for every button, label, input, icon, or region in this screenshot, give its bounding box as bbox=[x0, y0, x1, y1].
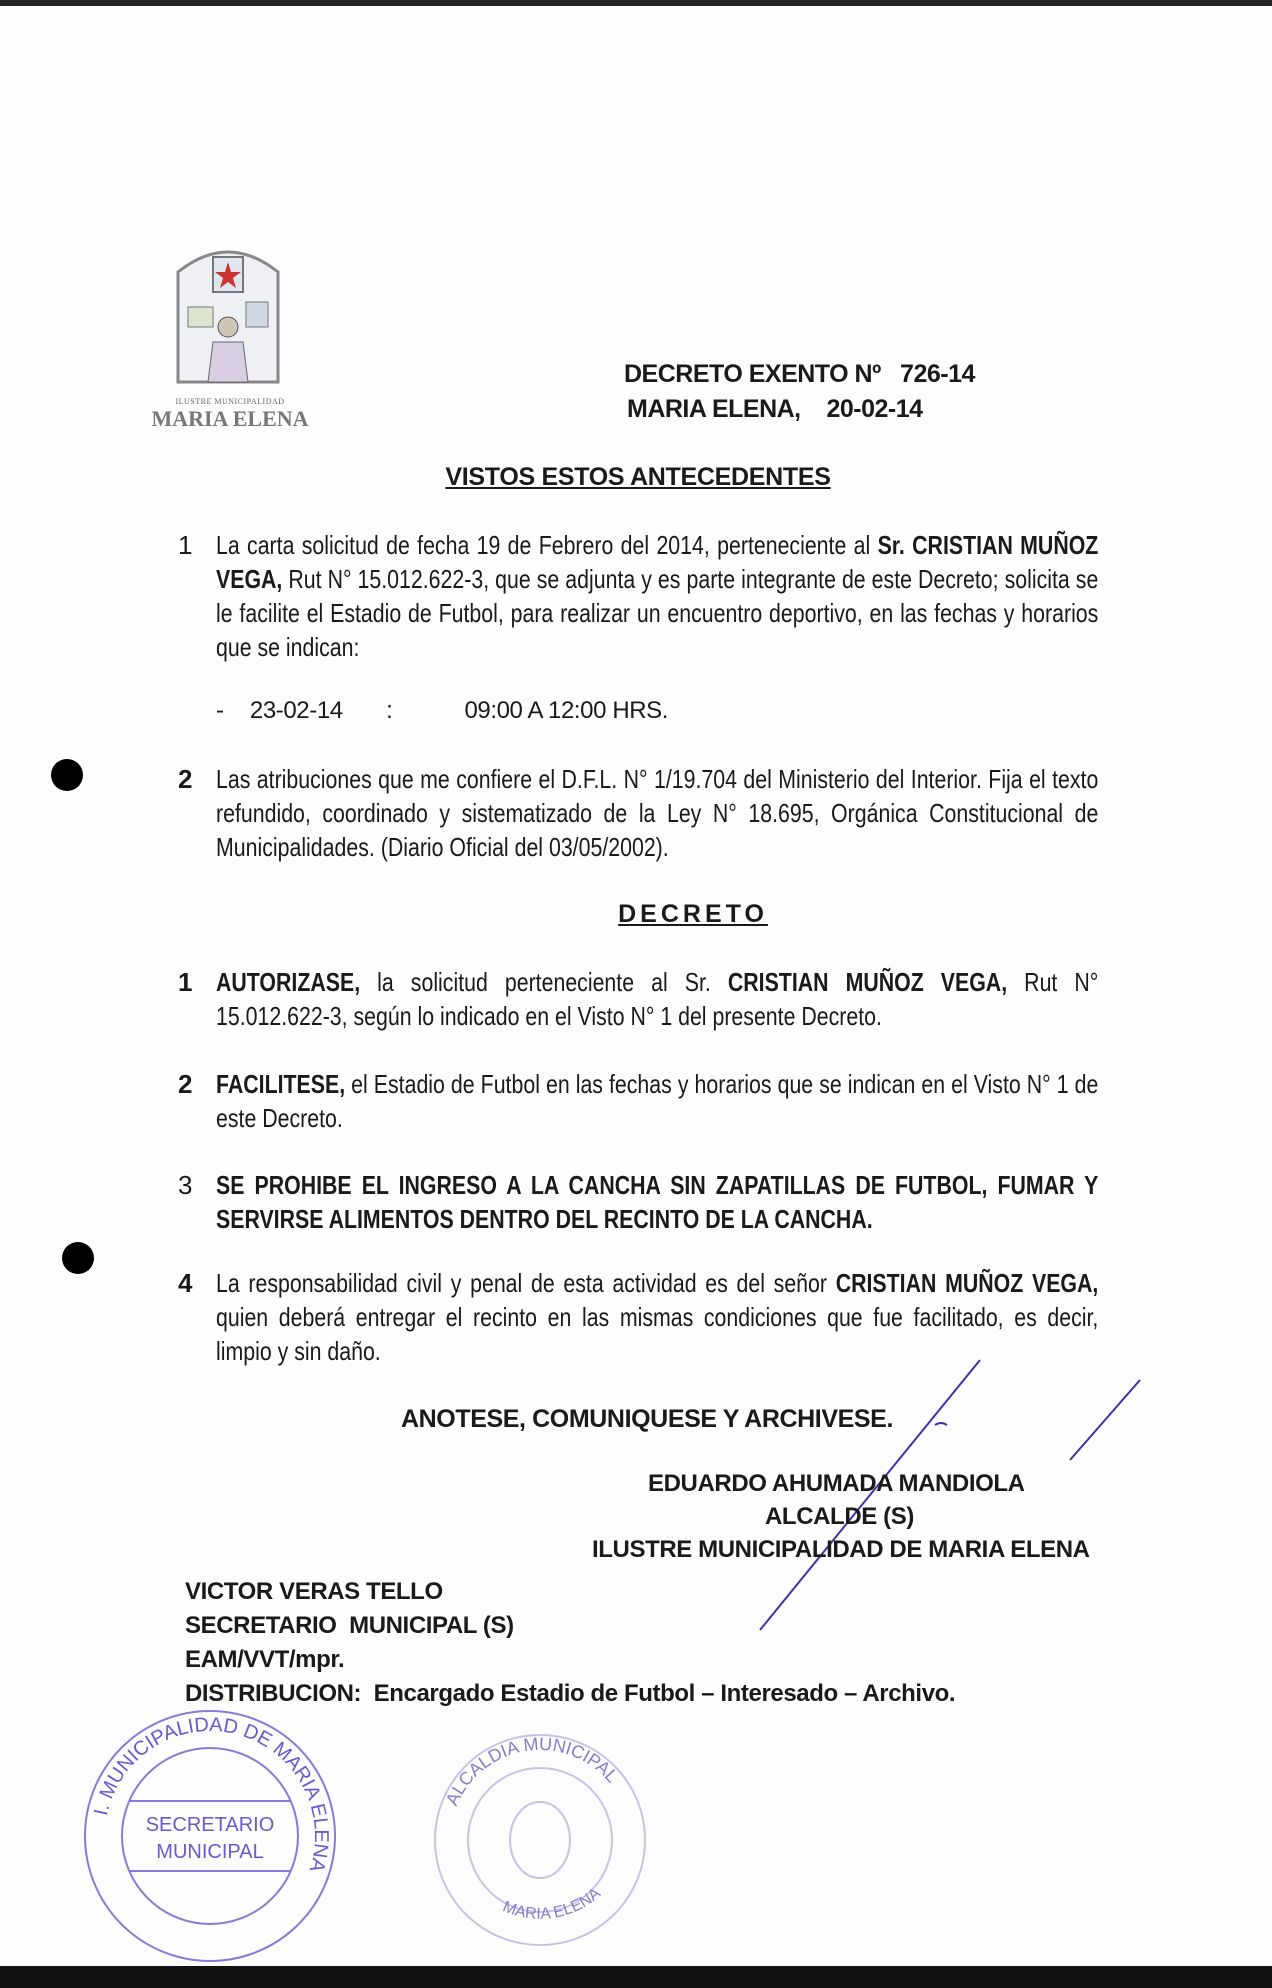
item-number: 2 bbox=[178, 764, 193, 794]
decreto-item-3 bbox=[178, 1168, 1098, 1236]
punch-hole bbox=[62, 1242, 94, 1274]
visto-item-2 bbox=[178, 762, 1098, 864]
vistos-title: VISTOS ESTOS ANTECEDENTES bbox=[445, 463, 831, 491]
text: La responsabilidad civil y penal de esta actividad es del señor bbox=[216, 1268, 836, 1298]
visto-item-1 bbox=[178, 528, 1098, 664]
bold-text: AUTORIZASE, bbox=[216, 967, 361, 997]
svg-text:MARIA ELENA bbox=[500, 1885, 604, 1923]
alcaldia-stamp bbox=[430, 1730, 650, 1950]
stamp-line: MUNICIPAL bbox=[156, 1841, 264, 1863]
decreto-title: DECRETO bbox=[618, 900, 768, 928]
stamp-line: SECRETARIO bbox=[145, 1814, 275, 1836]
place: MARIA ELENA, bbox=[627, 395, 801, 423]
decree-value: 726-14 bbox=[900, 360, 975, 388]
punch-hole bbox=[51, 759, 83, 791]
svg-text:ALCALDIA MUNICIPAL bbox=[442, 1734, 623, 1809]
signature-strokes bbox=[740, 1350, 1150, 1650]
bold-text: Sr. CRISTIAN MUÑOZ VEGA, bbox=[216, 530, 1099, 594]
text: la solicitud perteneciente al Sr. bbox=[360, 967, 728, 997]
date: 20-02-14 bbox=[826, 395, 923, 423]
bold-text: CRISTIAN MUÑOZ VEGA, bbox=[727, 967, 1008, 997]
closing-formula: ANOTESE, COMUNIQUESE Y ARCHIVESE. bbox=[401, 1405, 893, 1433]
scan-edge-bottom bbox=[0, 1966, 1272, 1988]
decree-place-date bbox=[627, 395, 923, 424]
item-number: 1 bbox=[178, 530, 193, 560]
separator: : bbox=[386, 697, 393, 724]
coat-of-arms-icon bbox=[168, 232, 288, 392]
decree-number bbox=[624, 360, 975, 389]
stamp-ring-text: I. MUNICIPALIDAD DE MARIA ELENA bbox=[90, 1713, 333, 1875]
schedule-row bbox=[216, 697, 668, 725]
alcalde-name: EDUARDO AHUMADA MANDIOLA bbox=[648, 1470, 1025, 1497]
text: Rut N° 15.012.622-3, que se adjunta y es parte integrante de este Decreto; solicita se le facilite el Estadio de Futbol, para realizar un encuentro deportivo, en las fechas y horarios que se indican: bbox=[216, 564, 1099, 662]
decreto-item-2 bbox=[178, 1067, 1098, 1135]
distribution bbox=[185, 1680, 955, 1708]
alcalde-title: ALCALDE (S) bbox=[765, 1503, 914, 1530]
logo-name: MARIA ELENA bbox=[151, 406, 309, 431]
text: Las atribuciones que me confiere el D.F.L. N° 1/19.704 del Ministerio del Interior. Fija el texto refundido, coordinado y sistematizado de la Ley N° 18.695, Orgánica Constitucional de Municipalidades. (Diario Oficial del 03/05/2002). bbox=[216, 764, 1099, 862]
text: Rut N° 15.012.622-3, según lo indicado en el Visto N° 1 del presente Decreto. bbox=[216, 967, 1099, 1031]
secretario-name: VICTOR VERAS TELLO bbox=[185, 1578, 443, 1605]
text: quien deberá entregar el recinto en las mismas condiciones que fue facilitado, es decir, limpio y sin daño. bbox=[216, 1302, 1099, 1366]
text: La carta solicitud de fecha 19 de Febrero del 2014, perteneciente al bbox=[216, 530, 878, 560]
schedule-date: 23-02-14 bbox=[249, 697, 343, 724]
alcalde-org: ILUSTRE MUNICIPALIDAD DE MARIA ELENA bbox=[592, 1536, 1090, 1563]
decreto-item-1 bbox=[178, 965, 1098, 1033]
stamp-ring-text: ALCALDIA MUNICIPAL bbox=[441, 1733, 623, 1809]
initials: EAM/VVT/mpr. bbox=[185, 1646, 345, 1673]
shield-icon bbox=[510, 1802, 570, 1878]
item-number: 3 bbox=[178, 1170, 193, 1200]
municipal-logo bbox=[150, 232, 310, 432]
bold-text: CRISTIAN MUÑOZ VEGA, bbox=[835, 1268, 1099, 1298]
logo-subtitle: ILUSTRE MUNICIPALIDAD bbox=[175, 397, 285, 406]
bold-text: SE PROHIBE EL INGRESO A LA CANCHA SIN ZAPATILLAS DE FUTBOL, FUMAR Y SERVIRSE ALIMENTOS DENTRO DEL RECINTO DE LA CANCHA. bbox=[216, 1170, 1099, 1234]
stamp-bottom-text: MARIA ELENA bbox=[500, 1884, 604, 1923]
distribution-value: Encargado Estadio de Futbol – Interesado – Archivo. bbox=[373, 1680, 956, 1707]
distribution-label: DISTRIBUCION: bbox=[185, 1680, 362, 1707]
dash: - bbox=[216, 697, 224, 724]
scan-edge-top bbox=[0, 0, 1272, 6]
item-number: 4 bbox=[178, 1268, 193, 1298]
item-number: 1 bbox=[178, 967, 193, 997]
text: el Estadio de Futbol en las fechas y horarios que se indican en el Visto N° 1 de este Decreto. bbox=[216, 1069, 1099, 1133]
item-number: 2 bbox=[178, 1069, 193, 1099]
bold-text: FACILITESE, bbox=[216, 1069, 346, 1099]
secretario-title: SECRETARIO MUNICIPAL (S) bbox=[185, 1612, 514, 1639]
secretario-stamp bbox=[80, 1706, 340, 1966]
decree-label: DECRETO EXENTO Nº bbox=[624, 360, 881, 388]
schedule-time: 09:00 A 12:00 HRS. bbox=[464, 697, 669, 724]
